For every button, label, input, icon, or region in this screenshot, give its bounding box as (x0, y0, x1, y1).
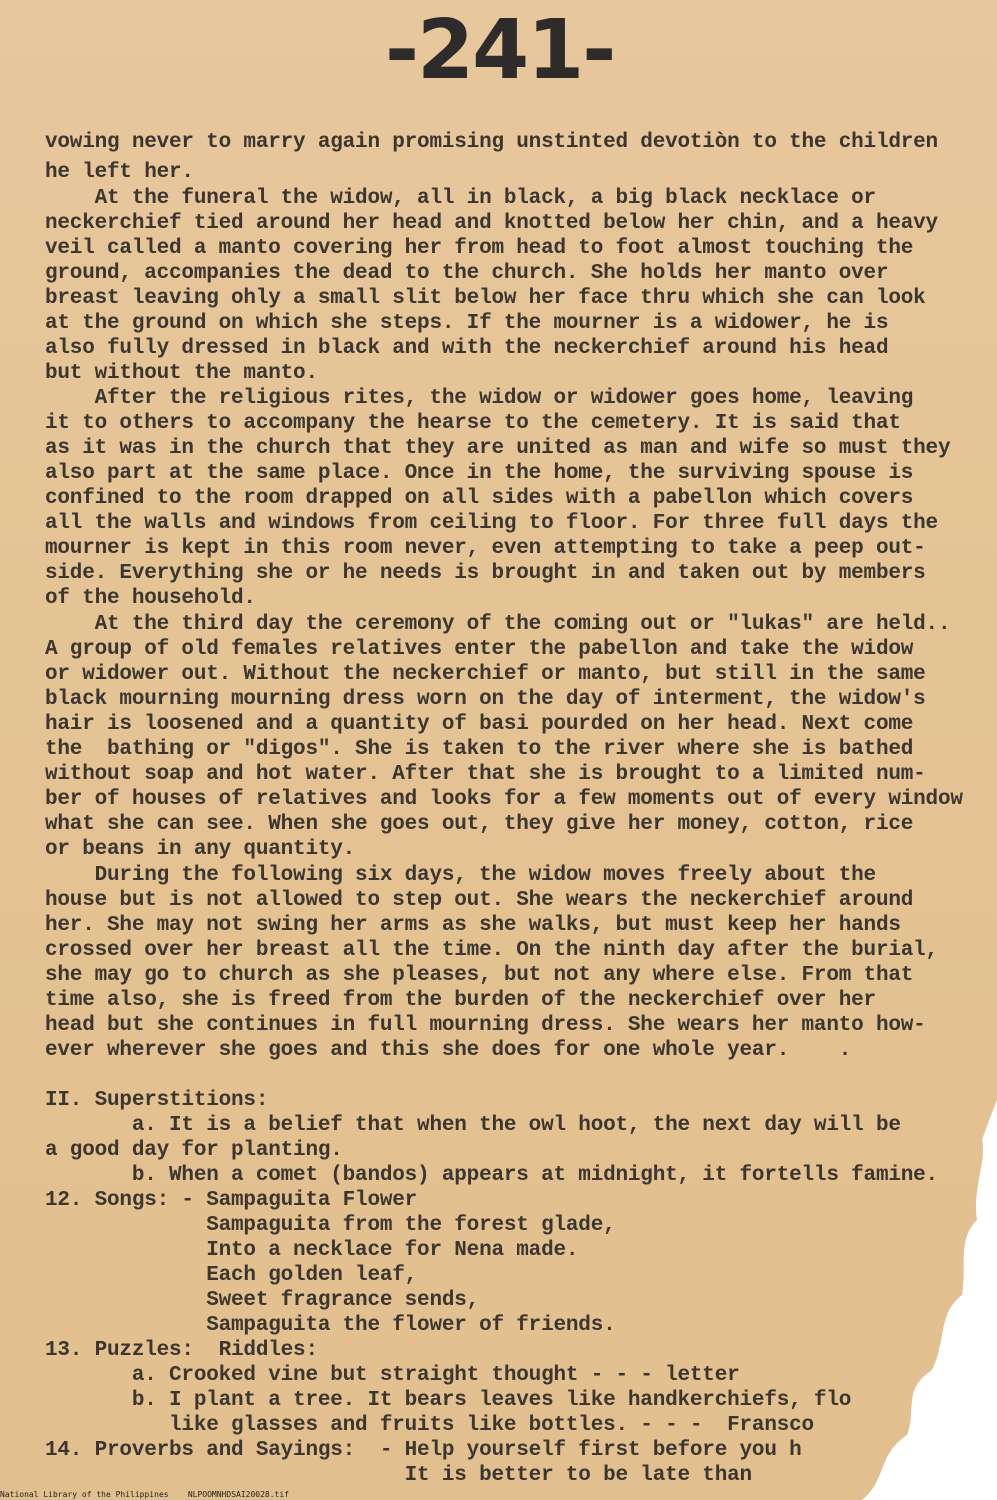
text-line: ber of houses of relatives and looks for a few moments out of every window (45, 788, 963, 811)
text-line: time also, she is freed from the burden of the neckerchief over her (45, 989, 876, 1012)
text-line: b. When a comet (bandos) appears at midnight, it fortells famine. (45, 1164, 938, 1187)
text-line: at the ground on which she steps. If the mourner is a widower, he is (45, 312, 889, 335)
text-line: confined to the room drapped on all sides with a pabellon which covers (45, 487, 914, 510)
text-line: a good day for planting. (45, 1139, 343, 1162)
archive-footer: National Library of the Philippines NLPOOMNHDSAI20028.tif (0, 1490, 289, 1499)
text-line: It is better to be late than (45, 1464, 752, 1487)
text-line: Sampaguita the flower of friends. (45, 1314, 616, 1337)
text-line: ever wherever she goes and this she does for one whole year. . (45, 1039, 852, 1062)
text-line: a. Crooked vine but straight thought - - - letter (45, 1364, 740, 1387)
text-line: crossed over her breast all the time. On the ninth day after the burial, (45, 939, 938, 962)
text-line: During the following six days, the widow moves freely about the (45, 864, 876, 887)
text-line: ground, accompanies the dead to the church. She holds her manto over (45, 262, 889, 285)
text-line: house but is not allowed to step out. She wears the neckerchief around (45, 889, 914, 912)
text-line: or widower out. Without the neckerchief or manto, but still in the same (45, 663, 926, 686)
text-line: also part at the same place. Once in the home, the surviving spouse is (45, 462, 914, 485)
text-line: veil called a manto covering her from head to foot almost touching the (45, 237, 914, 260)
text-line: A group of old females relatives enter the pabellon and take the widow (45, 638, 914, 661)
text-line: Into a necklace for Nena made. (45, 1239, 579, 1262)
text-line: b. I plant a tree. It bears leaves like handkerchiefs, flo (45, 1389, 852, 1412)
text-line: At the third day the ceremony of the coming out or "lukas" are held.. (45, 613, 951, 636)
text-line: without soap and hot water. After that she is brought to a limited num- (45, 763, 926, 786)
text-line: she may go to church as she pleases, but not any where else. From that (45, 964, 914, 987)
text-line: her. She may not swing her arms as she walks, but must keep her hands (45, 914, 901, 937)
text-line: 13. Puzzles: Riddles: (45, 1339, 318, 1362)
text-line: Each golden leaf, (45, 1264, 418, 1287)
text-line: Sampaguita from the forest glade, (45, 1214, 616, 1237)
text-line: he left her. (45, 161, 194, 184)
text-line: all the walls and windows from ceiling to floor. For three full days the (45, 512, 938, 535)
text-line: of the household. (45, 587, 256, 610)
torn-page-corner (767, 1100, 997, 1500)
text-line: mourner is kept in this room never, even attempting to take a peep out- (45, 537, 926, 560)
text-line: what she can see. When she goes out, they give her money, cotton, rice (45, 813, 914, 836)
text-line: like glasses and fruits like bottles. - - - Fransco (45, 1414, 814, 1437)
text-line: side. Everything she or he needs is brought in and taken out by members (45, 562, 926, 585)
text-line: neckerchief tied around her head and knotted below her chin, and a heavy (45, 212, 938, 235)
text-line: 14. Proverbs and Sayings: - Help yourself first before you h (45, 1439, 802, 1462)
text-line: II. Superstitions: (45, 1089, 269, 1112)
text-line: the bathing or "digos". She is taken to the river where she is bathed (45, 738, 914, 761)
text-line: also fully dressed in black and with the neckerchief around his head (45, 337, 889, 360)
page-number: -241- (385, 3, 615, 98)
text-line: At the funeral the widow, all in black, a big black necklace or (45, 187, 876, 210)
text-line: After the religious rites, the widow or widower goes home, leaving (45, 387, 914, 410)
text-line: breast leaving ohly a small slit below her face thru which she can look (45, 287, 926, 310)
text-line: hair is loosened and a quantity of basi pourded on her head. Next come (45, 713, 914, 736)
text-line: 12. Songs: - Sampaguita Flower (45, 1189, 418, 1212)
text-line: it to others to accompany the hearse to the cemetery. It is said that (45, 412, 901, 435)
text-line: but without the manto. (45, 362, 318, 385)
text-line: head but she continues in full mourning dress. She wears her manto how- (45, 1014, 926, 1037)
text-line: vowing never to marry again promising unstinted devotiòn to the children (45, 131, 938, 154)
text-line: Sweet fragrance sends, (45, 1289, 480, 1312)
text-line: black mourning mourning dress worn on the day of interment, the widow's (45, 688, 926, 711)
text-line: or beans in any quantity. (45, 838, 356, 861)
text-line: as it was in the church that they are united as man and wife so must they (45, 437, 951, 460)
text-line: a. It is a belief that when the owl hoot, the next day will be (45, 1114, 901, 1137)
